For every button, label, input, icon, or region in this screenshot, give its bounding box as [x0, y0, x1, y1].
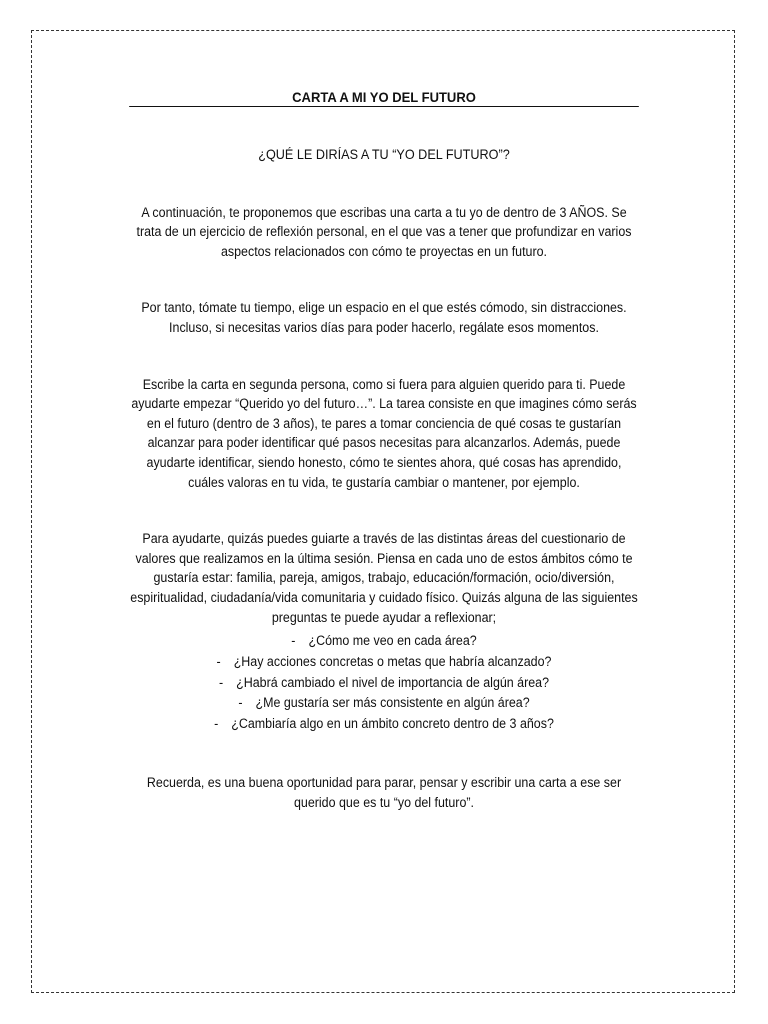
bullet-dash: -: [214, 716, 219, 732]
bullet-dash: -: [291, 633, 296, 649]
document-question: ¿QUÉ LE DIRÍAS A TU “YO DEL FUTURO”?: [258, 147, 510, 162]
list-item: [129, 693, 639, 714]
paragraph-time: Por tanto, tómate tu tiempo, elige un espacio en el que estés cómodo, sin distracciones. Incluso, si necesitas varios días para poder hacerlo, regálate esos momentos.: [141, 300, 627, 335]
bullet-dash: -: [238, 695, 243, 711]
bullet-dash: -: [218, 674, 224, 690]
paragraph-intro: A continuación, te proponemos que escribas una carta a tu yo de dentro de 3 AÑOS. Se trata de un ejercicio de reflexión personal, en el que vas a tener que profundizar en varios aspectos relacionados con cómo te proyectas en un futuro.: [136, 204, 632, 259]
list-item: [129, 673, 639, 694]
list-item: [129, 652, 639, 673]
list-item-text: ¿Cómo me veo en cada área?: [308, 633, 477, 649]
list-item-text: ¿Habrá cambiado el nivel de importancia de algún área?: [236, 674, 550, 690]
question-list: [129, 631, 639, 735]
list-item-text: ¿Me gustaría ser más consistente en algún área?: [255, 695, 530, 711]
paragraph-areas: Para ayudarte, quizás puedes guiarte a través de las distintas áreas del cuestionario de valores que realizamos en la última sesión. Piensa en cada uno de estos ámbitos cómo te gustaría estar: familia, pareja, amigos, trabajo, educación/formación, ocio/diversión, espiritualidad, ciudadanía/vida comunitaria y cuidado físico. Quizás alguna de las siguientes preguntas te puede ayudar a reflexionar;: [130, 531, 638, 625]
list-item: [129, 631, 639, 652]
paragraph-instructions: Escribe la carta en segunda persona, como si fuera para alguien querido para ti. Puede ayudarte empezar “Querido yo del futuro…”. La tarea consiste en que imagines cómo serás en el futuro (dentro de 3 años), te pares a tomar conciencia de qué cosas te gustarían alcanzar para poder identificar qué pasos necesitas para alcanzarlos. Además, puede ayudarte identificar, siendo honesto, cómo te sientes ahora, qué cosas has aprendido, cuáles valoras en tu vida, te gustaría cambiar o mantener, por ejemplo.: [131, 376, 637, 490]
list-item-text: ¿Cambiaría algo en un ámbito concreto dentro de 3 años?: [231, 716, 554, 732]
document-body: [129, 88, 639, 812]
list-item-text: ¿Hay acciones concretas o metas que habría alcanzado?: [233, 653, 552, 669]
paragraph-closing: Recuerda, es una buena oportunidad para parar, pensar y escribir una carta a ese ser querido que es tu “yo del futuro”.: [146, 775, 622, 810]
document-title: CARTA A MI YO DEL FUTURO: [129, 88, 639, 107]
list-item: [129, 714, 639, 735]
bullet-dash: -: [216, 653, 221, 669]
